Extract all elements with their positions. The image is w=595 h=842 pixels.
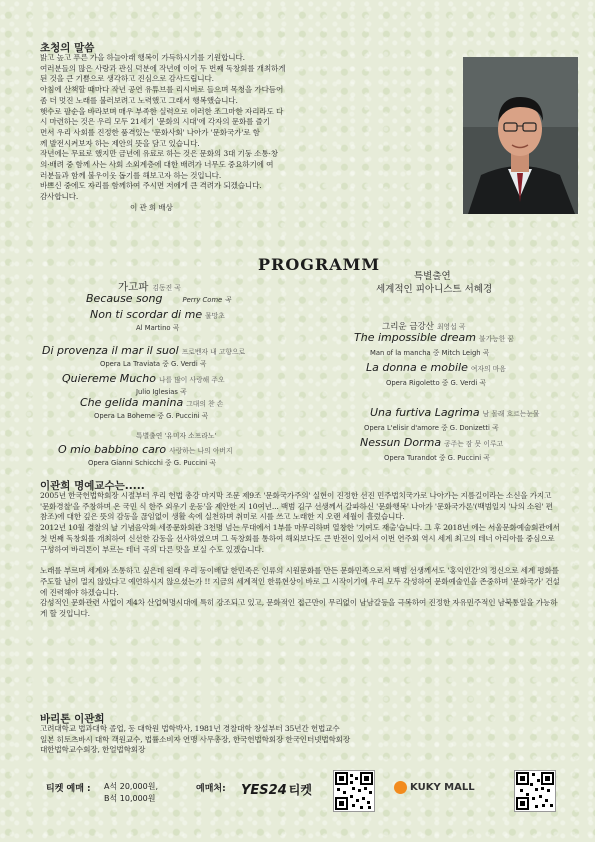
program-item: Una furtiva Lagrima 남 몰래 흐르는눈물 [370, 406, 540, 419]
program-item: 가고파 김동진 곡 [118, 281, 181, 293]
program-sub: Opera Turandot 중 G. Puccini 곡 [384, 454, 490, 462]
greeting-line: 밝고 높고 푸른 가을 하늘아래 행복이 가득하시기를 기원합니다. [40, 53, 245, 62]
greeting-line: 좀 더 멋진 노래를 불러보려고 노력했고 그래서 행복했습니다. [40, 95, 238, 105]
program-sub: Opera L'elisir d'amore 중 G. Donizetti 곡 [364, 424, 499, 432]
program-item: The impossible dream 불가능한 꿈 [354, 331, 514, 344]
program-item: Because song Perry Come 곡 [86, 292, 231, 305]
special-guest-soprano: 특별출연 '유미자 소프라노' [136, 432, 217, 440]
baritone-portrait [463, 57, 578, 214]
program-item: Che gelida manina 그대의 찬 손 [80, 396, 224, 409]
program-sub: Opera La Boheme 중 G. Puccini 곡 [94, 412, 209, 420]
program-item: Quiereme Mucho 나를 많이 사랑해 주오 [62, 372, 225, 385]
program-sub: Opera Rigoletto 중 G. Verdi 곡 [386, 379, 486, 387]
program-sub: Julio Iglesias 곡 [136, 388, 187, 396]
professor-paragraph: 노래를 부르며 세계와 소통하고 싶은데 원래 우리 동이배달 한민족은 인류의 시원문화를 만든 문화민족으로서 백범 선생께서도 '홍익인간'의 정신으로 세계 평화를 주도할 날이 멀지 않았다고 예언하시지 않으셨는가 !! 지금의 세계적인 한류현상이 바로 그 시작이기에 우리 모두 각성하여 문화예술인을 존중하며 '문화국가' 건설에 진력해야 하겠습니다. [40, 566, 560, 597]
program-item: Nessun Dorma 공주는 잠 못 이루고 [360, 436, 504, 449]
yes24-qr-code[interactable] [333, 770, 375, 812]
program-item: 그리운 금강산 최영섭 곡 [382, 322, 466, 332]
greeting-line: 된 것을 큰 기쁨으로 생각하고 진심으로 감사드립니다. [40, 74, 214, 84]
professor-body [40, 491, 560, 620]
baritone-line: 대한법학교수회장, 한얼법학회장 [40, 745, 146, 755]
special-guest-label: 특별출연 [414, 271, 451, 282]
program-item: La donna e mobile 여자의 마음 [366, 361, 506, 374]
yes24-logo[interactable]: YES24 티켓 [241, 783, 312, 798]
program-sub: Opera La Traviata 중 G. Verdi 곡 [100, 360, 207, 368]
signature: 이 관 희 배상 [130, 203, 173, 212]
professor-paragraph: 2012년 10월 경찰의 날 기념음악회 세종문화회관 3천명 넘는 무대에서 1부를 마무리하며 열창한 '기여도 재출'습니다. 그 후 2018년 에는 서울문화예술회관에서 첫 번째 독창회를 개최하여 신선한 감동을 선사하였으며 그 독창회를 통하여 해외보다도 큰 반전이 있어서 이번 연주회 역시 세계 최고의 테너 아리아를 중심으로 구성하여 바리톤이 부르는 테너 곡의 다른 맛을 보실 수도 있겠습니다. [40, 523, 560, 554]
greeting-line: 께 발전시켜보자 하는 제안의 뜻을 담고 있습니다. [40, 138, 200, 148]
greeting-title: 초청의 말씀 [40, 42, 95, 54]
kuky-mall-qr-code[interactable] [514, 770, 556, 812]
greeting-line: 의·배려 중 함께 사는 사회 소외계층에 대한 배려가 너무도 중요하기에 여 [40, 160, 274, 170]
special-guest-pianist: 세계적인 피아니스트 서혜경 [376, 284, 493, 295]
greeting-line: 감사합니다. [40, 192, 79, 202]
greeting-line: 러분들과 함께 불우이웃 돕기를 해보고자 하는 것입니다. [40, 170, 222, 180]
program-item: Di provenza il mar il suol 프로벤자 내 고향으로 [42, 344, 246, 357]
program-item: Non ti scordar di me 물망초 [90, 308, 225, 321]
baritone-line: 고려대학교 법과대학 졸업, 동 대학원 법학박사, 1981년 경찰대학 창설부터 35년간 헌법교수 [40, 724, 340, 733]
kuky-mall-icon [394, 781, 407, 794]
baritone-body [40, 724, 560, 756]
program-sub: Al Martino 곡 [136, 324, 180, 332]
professor-paragraph: 감성적인 문화관련 사업이 제4차 산업혁명시대에 특히 강조되고 있고, 문화적인 접근만이 무리없이 남남갈등을 극복하여 진정한 자유민주적인 남북통일을 가능하게 할 것입니다. [40, 598, 558, 619]
vendor-label: 예매처: [196, 784, 226, 794]
professor-paragraph: 2005년 한국헌법학회장 시절부터 우리 헌법 총강 마지막 조문 제9조 '문화국가주의' 실현이 진정한 선진 민주법치국가로 나아가는 지름길이라는 소신을 가지고 '문화경찰'을 주창하며 온 국민 식 한주 외우기 운동'을 제안한 지 10여년... 백범 김구 선생께서 갈파하신 '문화행복' 나아가 '문화국가론'(백범일지 '나의 소원' 편 참조)에 대한 깊은 뜻의 감동을 끊임없이 생활 속에 실천하며 취미로 시를 쓰고 노래한 지 오랜 세월이 흘렀습니다. [40, 491, 553, 522]
greeting-body [40, 53, 456, 203]
ticket-label: 티켓 예매 : [46, 784, 91, 794]
ticket-price-a: A석 20,000원, [104, 782, 159, 791]
kuky-mall-logo[interactable]: KUKY MALL [394, 777, 475, 796]
greeting-line: 면서 우리 사회를 진정한 품격있는 '문화사회' 나아가 '문화국가'로 함 [40, 127, 260, 137]
professor-title: 이관희 명예교수는..... [40, 480, 145, 492]
greeting-line: 아침에 산책할 때마다 작년 공연 유튜브를 리시버로 들으며 목청을 가다듬어 [40, 85, 284, 95]
greeting-line: 작년에는 무료로 했지만 금년에 유료로 하는 것은 문화의 3대 기둥 소통·창 [40, 149, 278, 159]
program-title: PROGRAMM [258, 255, 381, 274]
greeting-line: 여러분들의 많은 사랑과 관심 덕분에 작년에 이어 두 번째 독창회를 개최하게 [40, 63, 286, 73]
program-sub: Man of la mancha 중 Mitch Leigh 곡 [370, 349, 490, 357]
baritone-line: 일본 히토츠바시 대학 객원교수, 법률소비자 연맹 사무총장, 한국헌법학회장 한국인터넷법학회장 [40, 734, 351, 744]
program-sub: Opera Gianni Schicchi 중 G. Puccini 곡 [88, 459, 216, 467]
greeting-line: 바쁘신 중에도 자리를 함께하여 주시면 저에게 큰 격려가 되겠습니다. [40, 181, 262, 191]
ticket-price-b: B석 10,000원 [104, 794, 156, 803]
greeting-line: 시 마련하는 것은 우리 모두 21세기 '문화의 시대'에 각자의 문화를 즐기 [40, 117, 270, 127]
greeting-line: 햇수로 팔순을 바라보며 매우 부족한 실력으로 이러한 조그마한 자리라도 다 [40, 106, 284, 116]
program-item: O mio babbino caro 사랑하는 나의 아버지 [58, 443, 233, 456]
baritone-title: 바리톤 이관희 [40, 713, 105, 725]
